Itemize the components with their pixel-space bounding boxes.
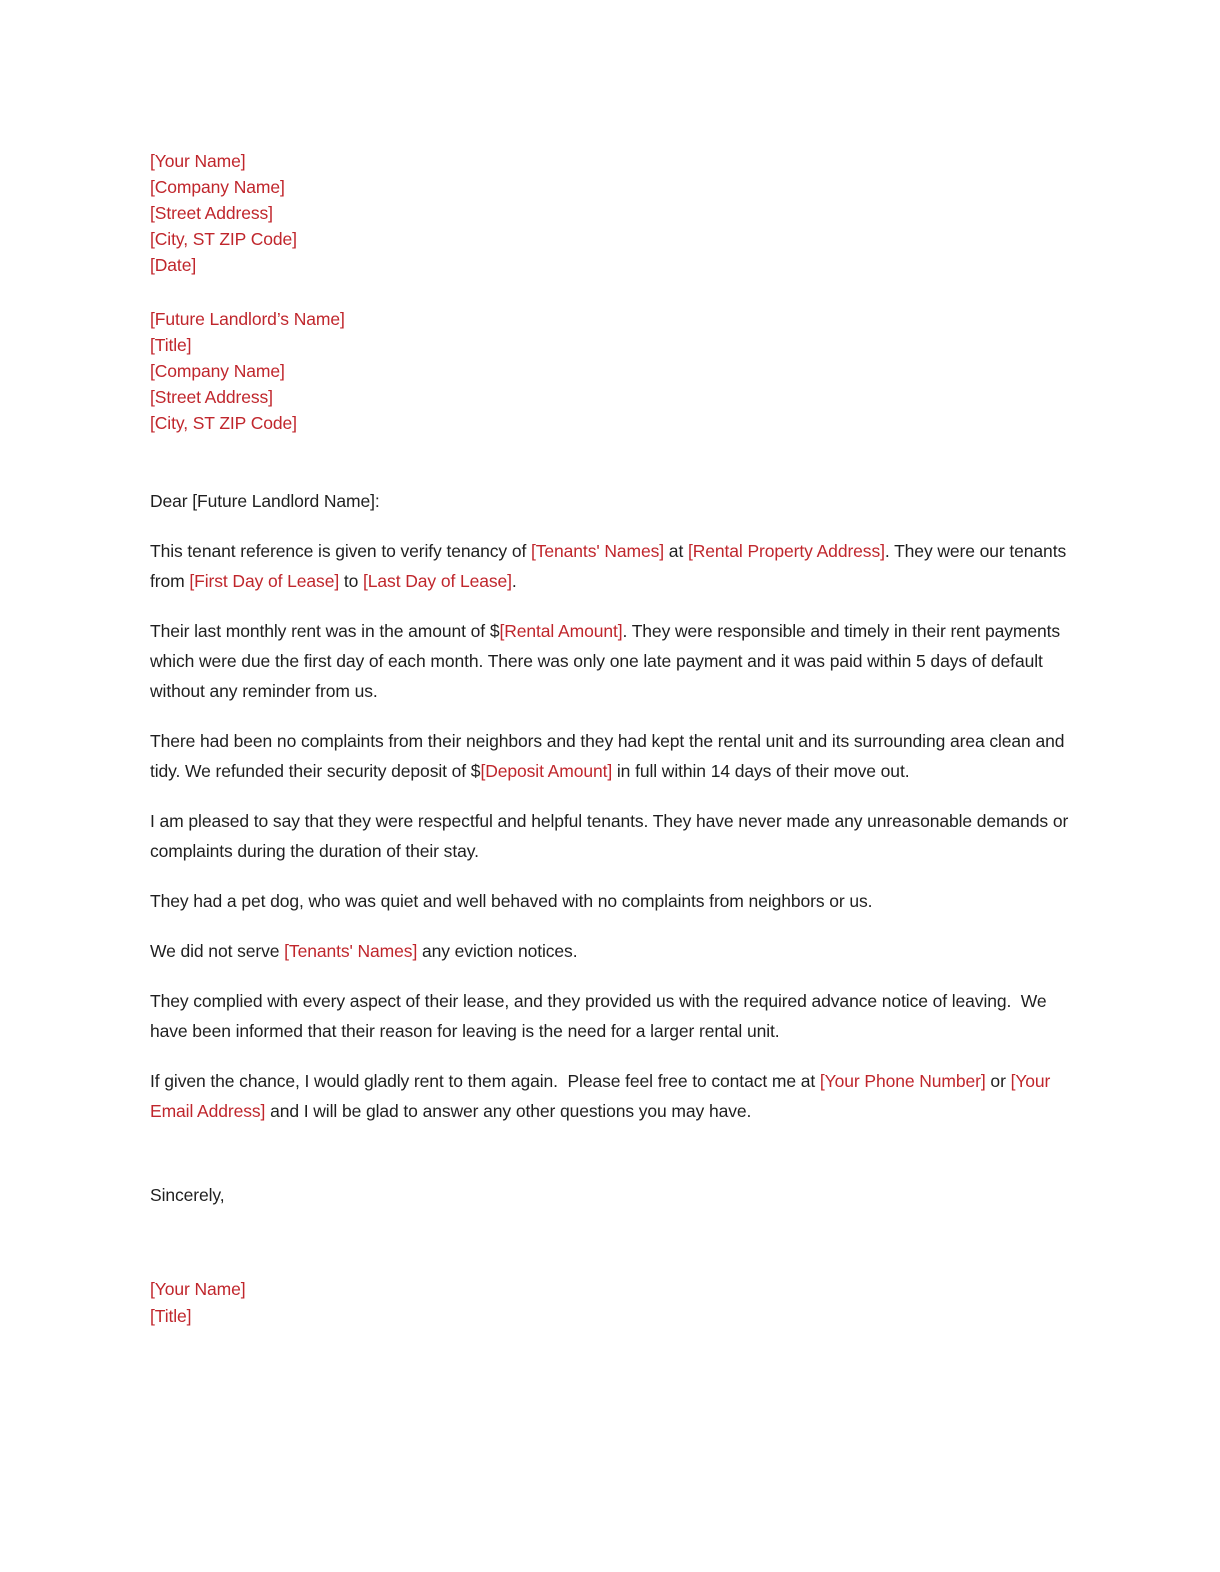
- body-text: in full within 14 days of their move out.: [612, 761, 910, 781]
- salutation: Dear [Future Landlord Name]:: [150, 491, 380, 511]
- placeholder-text: [Your Phone Number]: [819, 1071, 986, 1091]
- address-line: [Your Name]: [150, 1279, 246, 1299]
- paragraph: [150, 986, 1075, 1046]
- placeholder-text: [Tenants' Names]: [284, 941, 418, 961]
- placeholder-text: [Your Email Address]: [150, 1071, 1056, 1121]
- body-text: They complied with every aspect of their lease, and they provided us with the required advance notice of leaving. We have been informed that their reason for leaving is the need for a larger rental unit.: [150, 991, 1052, 1041]
- body-text: and I will be glad to answer any other questions you may have.: [265, 1101, 752, 1121]
- address-line: [Street Address]: [150, 203, 273, 223]
- body-text: . They were responsible and timely in their rent payments which were due the first day of each month. There was only one late payment and it was paid within 5 days of default without any reminder from us.: [150, 621, 1065, 701]
- placeholder-text: [Rental Amount]: [499, 621, 623, 641]
- paragraph: [150, 536, 1075, 596]
- body-text: . They were our tenants from: [150, 541, 1071, 591]
- body-text: Their last monthly rent was in the amount of $: [150, 621, 500, 641]
- body-text: They had a pet dog, who was quiet and well behaved with no complaints from neighbors or us.: [150, 891, 873, 911]
- signature-block: [150, 1276, 1075, 1330]
- sign-off: Sincerely,: [150, 1185, 225, 1205]
- address-line: [Your Name]: [150, 151, 246, 171]
- paragraph: [150, 726, 1075, 786]
- paragraph: [150, 616, 1075, 706]
- body-text: We did not serve: [150, 941, 285, 961]
- paragraph: [150, 806, 1075, 866]
- address-line: [Future Landlord’s Name]: [150, 309, 345, 329]
- address-line: [City, ST ZIP Code]: [150, 413, 297, 433]
- address-line: [Street Address]: [150, 387, 273, 407]
- address-line: [City, ST ZIP Code]: [150, 229, 297, 249]
- address-line: [Date]: [150, 255, 197, 275]
- address-line: [Company Name]: [150, 177, 285, 197]
- paragraph: [150, 936, 1075, 966]
- paragraph: [150, 886, 1075, 916]
- recipient-address-block: [150, 306, 1075, 436]
- address-line: [Company Name]: [150, 361, 285, 381]
- body-text: .: [511, 571, 517, 591]
- body-text: I am pleased to say that they were respectful and helpful tenants. They have never made any unreasonable demands or complaints during the duration of their stay.: [150, 811, 1073, 861]
- body-text: If given the chance, I would gladly rent to them again. Please feel free to contact me at: [150, 1071, 820, 1091]
- paragraph: [150, 1066, 1075, 1126]
- body-text: There had been no complaints from their neighbors and they had kept the rental unit and its surrounding area clean and tidy. We refunded their security deposit of $: [150, 731, 1070, 781]
- address-line: [Title]: [150, 335, 192, 355]
- placeholder-text: [Deposit Amount]: [480, 761, 613, 781]
- body-text: any eviction notices.: [417, 941, 578, 961]
- placeholder-text: [Rental Property Address]: [687, 541, 885, 561]
- placeholder-text: [Last Day of Lease]: [363, 571, 512, 591]
- body-text: This tenant reference is given to verify tenancy of: [150, 541, 531, 561]
- placeholder-text: [Tenants' Names]: [530, 541, 665, 561]
- placeholder-text: [First Day of Lease]: [189, 571, 340, 591]
- body-text: to: [339, 571, 364, 591]
- sender-address-block: [150, 148, 1075, 278]
- letter-body: [150, 536, 1075, 1126]
- body-text: at: [664, 541, 688, 561]
- body-text: or: [985, 1071, 1011, 1091]
- address-line: [Title]: [150, 1306, 192, 1326]
